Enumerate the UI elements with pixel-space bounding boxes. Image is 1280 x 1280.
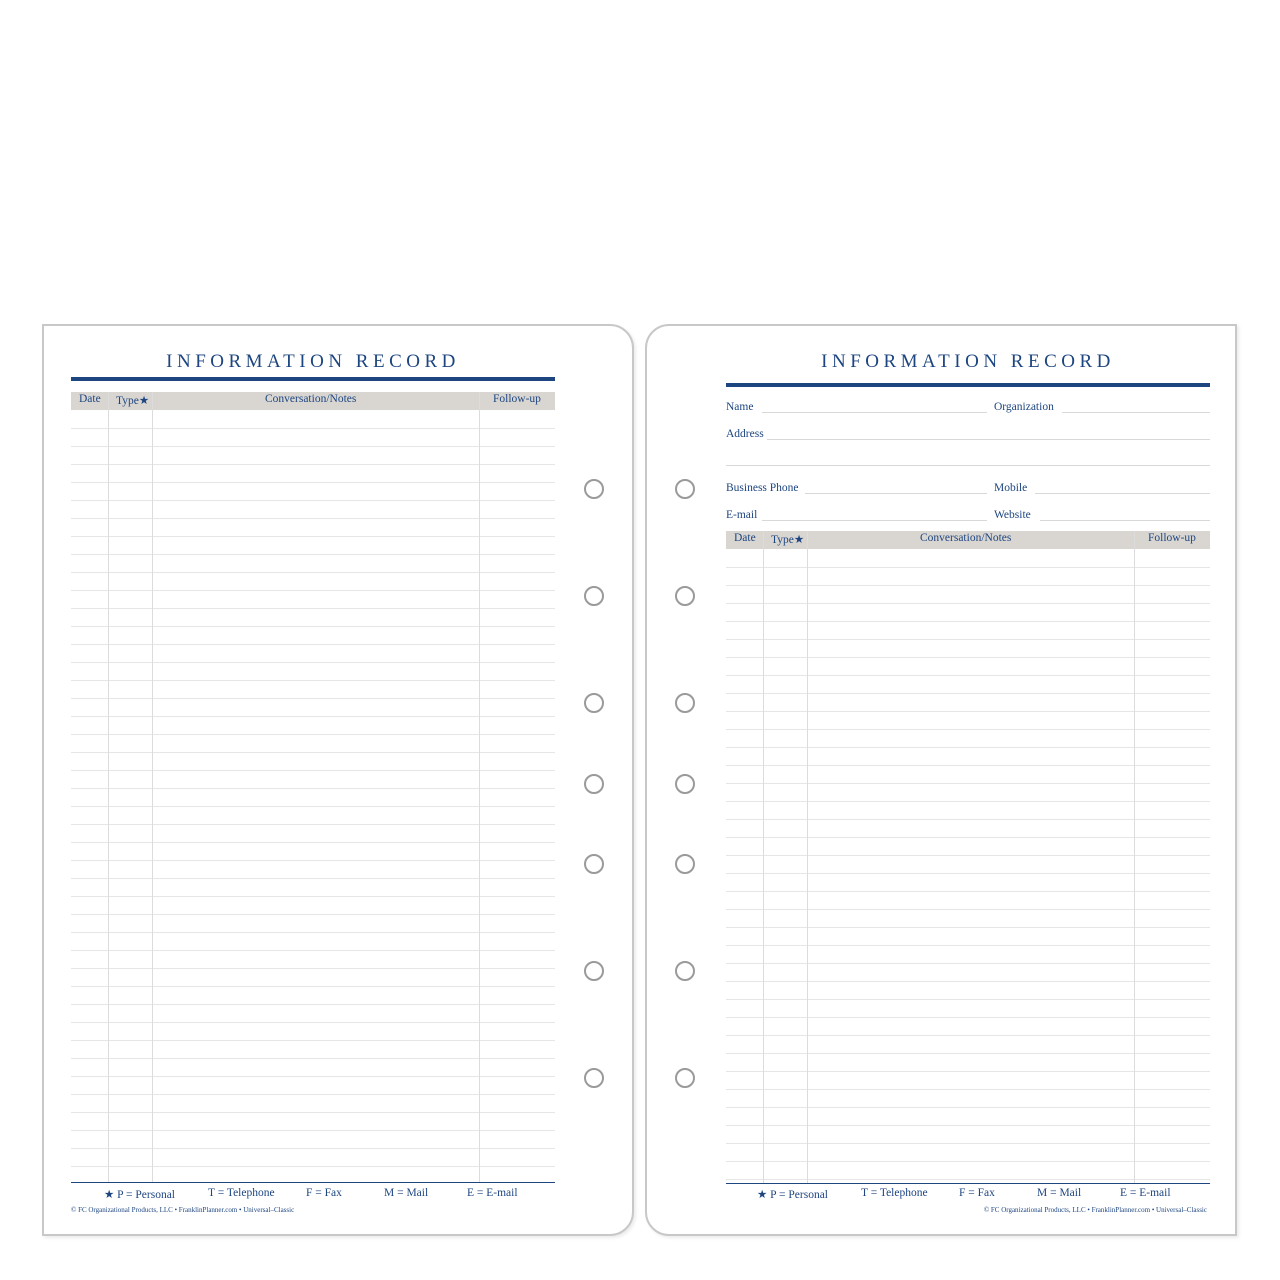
- right-ruled-line: [726, 1089, 1210, 1090]
- left-ruled-line: [71, 1022, 555, 1023]
- left-column-divider: [152, 392, 153, 1182]
- right-planner-page: [645, 324, 1237, 1236]
- left-ruled-line: [71, 608, 555, 609]
- left-ruled-line: [71, 1094, 555, 1095]
- left-column-divider: [479, 392, 480, 1182]
- right-col-type: Type★: [771, 534, 805, 546]
- left-planner-page: [42, 324, 634, 1236]
- right-column-divider: [763, 531, 764, 1183]
- right-punch-hole: [675, 961, 695, 981]
- left-punch-hole: [584, 1068, 604, 1088]
- left-ruled-line: [71, 644, 555, 645]
- left-ruled-line: [71, 518, 555, 519]
- right-ruled-line: [726, 729, 1210, 730]
- left-ruled-line: [71, 428, 555, 429]
- organization-line[interactable]: [1062, 412, 1210, 413]
- left-ruled-line: [71, 554, 555, 555]
- right-legend-mail: M = Mail: [1037, 1187, 1082, 1199]
- left-ruled-line: [71, 1112, 555, 1113]
- right-ruled-line: [726, 801, 1210, 802]
- left-ruled-line: [71, 1148, 555, 1149]
- right-ruled-line: [726, 819, 1210, 820]
- address-label: Address: [726, 428, 764, 440]
- right-ruled-line: [726, 657, 1210, 658]
- left-col-date: Date: [79, 393, 101, 405]
- right-ruled-line: [726, 585, 1210, 586]
- left-ruled-line: [71, 914, 555, 915]
- left-page-title: INFORMATION RECORD: [166, 351, 460, 372]
- right-col-followup: Follow-up: [1148, 532, 1196, 544]
- left-ruled-line: [71, 932, 555, 933]
- name-line[interactable]: [762, 412, 987, 413]
- right-legend-personal: ★ P = Personal: [757, 1189, 828, 1201]
- right-page-title: INFORMATION RECORD: [821, 351, 1115, 372]
- right-ruled-line: [726, 837, 1210, 838]
- right-ruled-line: [726, 621, 1210, 622]
- right-punch-hole: [675, 586, 695, 606]
- right-table-header: [726, 531, 1210, 549]
- left-ruled-line: [71, 1166, 555, 1167]
- left-col-type: Type★: [116, 395, 150, 407]
- right-ruled-line: [726, 909, 1210, 910]
- left-col-notes: Conversation/Notes: [265, 393, 357, 405]
- right-ruled-line: [726, 1107, 1210, 1108]
- left-legend-personal: ★ P = Personal: [104, 1189, 175, 1201]
- right-legend-fax: F = Fax: [959, 1187, 995, 1199]
- left-ruled-line: [71, 590, 555, 591]
- right-ruled-line: [726, 765, 1210, 766]
- right-ruled-line: [726, 981, 1210, 982]
- left-copyright: © FC Organizational Products, LLC • FranklinPlanner.com • Universal–Classic: [71, 1206, 295, 1214]
- right-ruled-line: [726, 1053, 1210, 1054]
- left-punch-hole: [584, 693, 604, 713]
- right-ruled-line: [726, 891, 1210, 892]
- right-bottom-rule: [726, 1183, 1210, 1184]
- right-legend-email: E = E-mail: [1120, 1187, 1171, 1199]
- left-ruled-line: [71, 698, 555, 699]
- left-ruled-line: [71, 1004, 555, 1005]
- left-ruled-line: [71, 950, 555, 951]
- left-ruled-line: [71, 986, 555, 987]
- left-ruled-line: [71, 860, 555, 861]
- right-ruled-line: [726, 603, 1210, 604]
- right-ruled-line: [726, 693, 1210, 694]
- left-ruled-line: [71, 878, 555, 879]
- address-line-2[interactable]: [726, 465, 1210, 466]
- website-line[interactable]: [1040, 520, 1210, 521]
- left-table-header: [71, 392, 555, 410]
- business-phone-label: Business Phone: [726, 482, 799, 494]
- left-ruled-line: [71, 1076, 555, 1077]
- right-ruled-line: [726, 927, 1210, 928]
- left-punch-hole: [584, 961, 604, 981]
- right-punch-hole: [675, 479, 695, 499]
- right-punch-hole: [675, 854, 695, 874]
- address-line-1[interactable]: [767, 439, 1210, 440]
- mobile-label: Mobile: [994, 482, 1028, 494]
- right-ruled-line: [726, 1143, 1210, 1144]
- right-ruled-line: [726, 1125, 1210, 1126]
- email-line[interactable]: [762, 520, 987, 521]
- right-ruled-line: [726, 711, 1210, 712]
- right-ruled-line: [726, 1179, 1210, 1180]
- right-ruled-line: [726, 639, 1210, 640]
- left-ruled-line: [71, 1130, 555, 1131]
- left-ruled-line: [71, 536, 555, 537]
- organization-label: Organization: [994, 401, 1054, 413]
- right-ruled-line: [726, 567, 1210, 568]
- right-ruled-line: [726, 963, 1210, 964]
- left-ruled-line: [71, 896, 555, 897]
- left-ruled-line: [71, 446, 555, 447]
- email-label: E-mail: [726, 509, 758, 521]
- left-ruled-line: [71, 824, 555, 825]
- left-bottom-rule: [71, 1182, 555, 1183]
- left-col-followup: Follow-up: [493, 393, 541, 405]
- left-ruled-line: [71, 464, 555, 465]
- mobile-line[interactable]: [1035, 493, 1210, 494]
- right-type-legend: [726, 1187, 1210, 1201]
- name-label: Name: [726, 401, 754, 413]
- right-ruled-line: [726, 1161, 1210, 1162]
- right-ruled-line: [726, 675, 1210, 676]
- left-ruled-line: [71, 752, 555, 753]
- left-legend-email: E = E-mail: [467, 1187, 518, 1199]
- left-legend-mail: M = Mail: [384, 1187, 429, 1199]
- website-label: Website: [994, 509, 1031, 521]
- right-ruled-line: [726, 783, 1210, 784]
- left-ruled-line: [71, 572, 555, 573]
- right-ruled-line: [726, 1071, 1210, 1072]
- left-ruled-line: [71, 626, 555, 627]
- right-ruled-line: [726, 999, 1210, 1000]
- left-ruled-line: [71, 734, 555, 735]
- left-type-legend: [71, 1187, 555, 1201]
- left-legend-telephone: T = Telephone: [208, 1187, 275, 1199]
- left-ruled-line: [71, 968, 555, 969]
- right-column-divider: [1134, 531, 1135, 1183]
- right-col-notes: Conversation/Notes: [920, 532, 1012, 544]
- left-ruled-line: [71, 806, 555, 807]
- left-ruled-line: [71, 680, 555, 681]
- business-phone-line[interactable]: [805, 493, 987, 494]
- right-ruled-line: [726, 945, 1210, 946]
- left-ruled-line: [71, 842, 555, 843]
- left-punch-hole: [584, 586, 604, 606]
- right-ruled-line: [726, 1017, 1210, 1018]
- right-punch-hole: [675, 693, 695, 713]
- left-punch-hole: [584, 854, 604, 874]
- right-col-date: Date: [734, 532, 756, 544]
- left-ruled-line: [71, 482, 555, 483]
- right-legend-telephone: T = Telephone: [861, 1187, 928, 1199]
- right-ruled-line: [726, 855, 1210, 856]
- left-ruled-line: [71, 770, 555, 771]
- right-punch-hole: [675, 1068, 695, 1088]
- right-ruled-line: [726, 1035, 1210, 1036]
- right-title-rule: [726, 383, 1210, 387]
- left-ruled-line: [71, 500, 555, 501]
- right-ruled-line: [726, 873, 1210, 874]
- right-punch-hole: [675, 774, 695, 794]
- left-punch-hole: [584, 774, 604, 794]
- left-ruled-line: [71, 1040, 555, 1041]
- right-copyright: © FC Organizational Products, LLC • FranklinPlanner.com • Universal–Classic: [983, 1206, 1207, 1214]
- right-ruled-line: [726, 747, 1210, 748]
- left-ruled-line: [71, 662, 555, 663]
- left-title-rule: [71, 377, 555, 381]
- right-column-divider: [807, 531, 808, 1183]
- left-column-divider: [108, 392, 109, 1182]
- left-punch-hole: [584, 479, 604, 499]
- left-ruled-line: [71, 716, 555, 717]
- left-ruled-line: [71, 788, 555, 789]
- left-legend-fax: F = Fax: [306, 1187, 342, 1199]
- left-ruled-line: [71, 1058, 555, 1059]
